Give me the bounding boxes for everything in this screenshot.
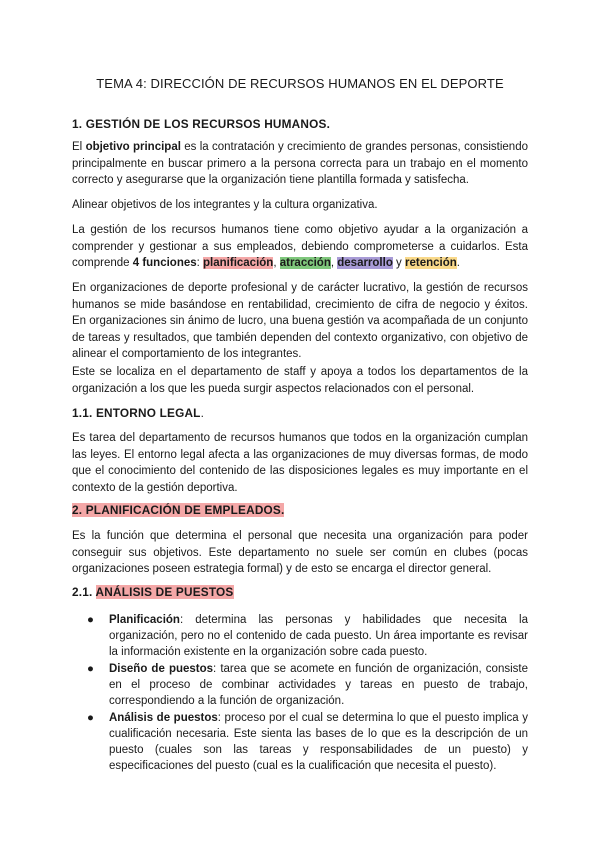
bullet-icon: ●: [87, 614, 94, 626]
section-2-1-heading: 2.1. ANÁLISIS DE PUESTOS: [72, 585, 234, 599]
s1-paragraph-2: Alinear objetivos de los integrantes y la cultura organizativa.: [72, 199, 378, 211]
section-1-heading: 1. GESTIÓN DE LOS RECURSOS HUMANOS.: [72, 117, 331, 131]
s1-paragraph-1: El objetivo principal es la contratación y crecimiento de grandes personas, consistiendo principalmente en buscar primero a la persona correcta para un trabajo en el momento correcto y asegurarse que la organización tiene plantilla formada y satisfecha.: [72, 141, 528, 186]
function-atraccion: atracción: [279, 257, 331, 269]
s1-paragraph-3: La gestión de los recursos humanos tiene como objetivo ayudar a la organización a comprender y gestionar a sus empleados, debiendo comprometerse a cuidarlos. Esta comprende 4 funciones: planificación, atracción, desarrollo y retención.: [72, 224, 528, 269]
section-2-heading: 2. PLANIFICACIÓN DE EMPLEADOS.: [72, 503, 285, 517]
section-1-1-heading: 1.1. ENTORNO LEGAL.: [72, 406, 205, 420]
bullet-icon: ●: [87, 712, 94, 724]
bullet-icon: ●: [87, 663, 94, 675]
s11-paragraph-1: Es tarea del departamento de recursos humanos que todos en la organización cumplan las leyes. El entorno legal afecta a las organizaciones de muy diversas formas, de modo que el conocimiento del contenido de las disposiciones legales es muy importante en el contexto de la gestión deportiva.: [72, 432, 528, 494]
page-title: TEMA 4: DIRECCIÓN DE RECURSOS HUMANOS EN EL DEPORTE: [96, 76, 504, 91]
function-planificacion: planificación: [203, 257, 274, 269]
s1-paragraph-5: Este se localiza en el departamento de staff y apoya a todos los departamentos de la organización a los que les pueda surgir aspectos relacionados con el personal.: [72, 366, 528, 395]
function-desarrollo: desarrollo: [337, 257, 393, 269]
analysis-bullet-list: [72, 612, 528, 775]
s2-paragraph-1: Es la función que determina el personal que necesita una organización para poder conseguir sus objetivos. Este departamento no suele ser común en clubes (pocas organizaciones poseen estrategia formal) y de esto se encarga el director general.: [72, 530, 528, 575]
s1-paragraph-4: En organizaciones de deporte profesional y de carácter lucrativo, la gestión de recursos humanos se mide basándose en rentabilidad, crecimiento de cifra de negocio y éxitos. En organizaciones sin ánimo de lucro, una buena gestión va acompañada de un conjunto de tareas y resultados, que también dependen del contexto organizativo, con objetivo de alinear el comportamiento de los integrantes.: [72, 282, 528, 360]
list-item: ● Planificación: determina las personas y habilidades que necesita la organización, pero no el contenido de cada puesto. Un área importante es revisar la información existente en la organización sobre cada puesto.: [87, 614, 528, 658]
function-retencion: retención: [405, 257, 457, 269]
list-item: ● Análisis de puestos: proceso por el cual se determina lo que el puesto implica y cualificación necesaria. Este sienta las bases de lo que es la descripción de un puesto (cuales son las tareas y responsabilidades de un puesto) y especificaciones del puesto (cual es la cualificación que necesita el puesto).: [87, 712, 528, 772]
list-item: ● Diseño de puestos: tarea que se acomete en función de organización, consiste en el proceso de combinar actividades y tareas en puesto de trabajo, correspondiendo a la función de organización.: [87, 663, 528, 707]
